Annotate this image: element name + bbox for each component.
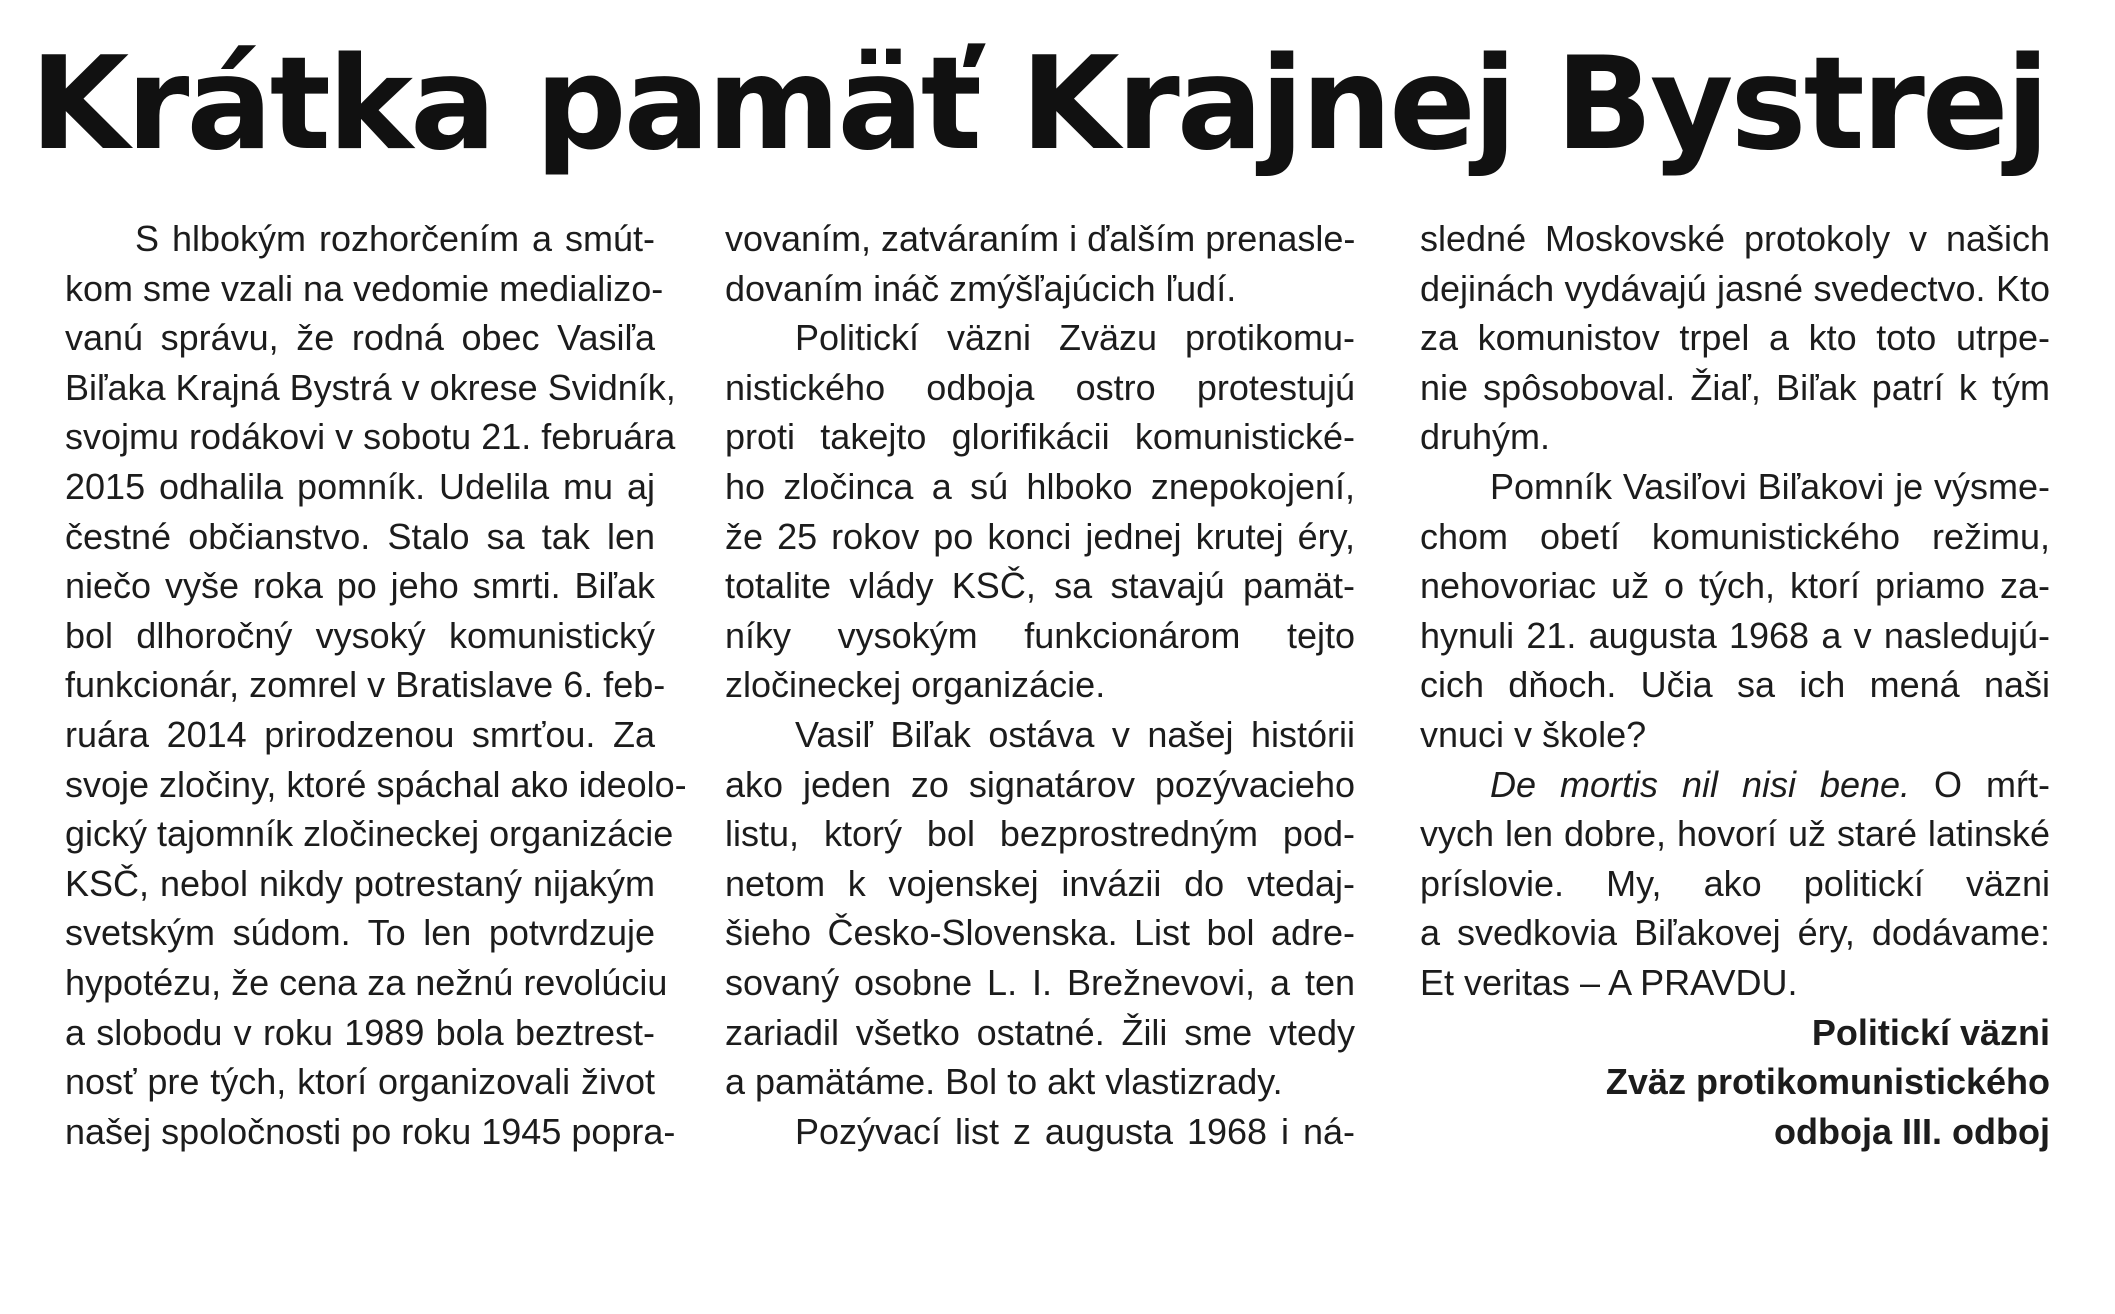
paragraph-line: svoje zločiny, ktoré spáchal ako ideolo- [65, 763, 687, 805]
paragraph-line: kom sme vzali na vedomie medializo- [65, 267, 664, 309]
paragraph-line: niečo vyše roka po jeho smrti. Biľak [65, 565, 655, 607]
paragraph-line: gický tajomník zločineckej organizácie [65, 813, 674, 855]
paragraph-line: príslovie. My, ako politickí väzni [1420, 862, 2050, 904]
paragraph-line: nosť pre tých, ktorí organizovali život [65, 1061, 655, 1103]
paragraph-line: Pozývací list z augusta 1968 i ná- [795, 1110, 1355, 1152]
paragraph-line: svetským súdom. To len potvrdzuje [65, 912, 655, 954]
paragraph-line: Et veritas – A PRAVDU. [1420, 961, 1798, 1003]
signature-line: Politickí väzni [1811, 1011, 2050, 1053]
article-headline: Krátka pamäť Krajnej Bystrej [30, 30, 2047, 179]
paragraph-line: Politickí väzni Zväzu protikomu- [795, 317, 1355, 359]
paragraph-line: a pamätáme. Bol to akt vlastizrady. [725, 1061, 1283, 1103]
paragraph-line: 2015 odhalila pomník. Udelila mu aj [65, 465, 655, 507]
paragraph-line: nistického odboja ostro protestujú [725, 366, 1355, 408]
signature-line: Zväz protikomunistického [1605, 1061, 2050, 1103]
paragraph-line: vych len dobre, hovorí už staré latinské [1420, 813, 2050, 855]
paragraph-line: že 25 rokov po konci jednej krutej éry, [725, 515, 1355, 557]
paragraph-line: ruára 2014 prirodzenou smrťou. Za [65, 713, 655, 755]
paragraph-line: zariadil všetko ostatné. Žili sme vtedy [725, 1011, 1355, 1053]
paragraph-line: ho zločinca a sú hlboko znepokojení, [725, 465, 1355, 507]
paragraph-line: dejinách vydávajú jasné svedectvo. Kto [1420, 267, 2050, 309]
paragraph-line: KSČ, nebol nikdy potrestaný nijakým [65, 862, 655, 904]
paragraph-line: S hlbokým rozhorčením a smút- [135, 218, 655, 259]
paragraph-line: čestné občianstvo. Stalo sa tak len [65, 515, 655, 557]
paragraph-line: bol dlhoročný vysoký komunistický [65, 614, 655, 656]
paragraph-line: svojmu rodákovi v sobotu 21. februára [65, 416, 676, 458]
signature-line: odboja III. odboj [1774, 1110, 2050, 1152]
paragraph-line: vanú správu, že rodná obec Vasiľa [65, 317, 655, 359]
paragraph-line: šieho Česko-Slovenska. List bol adre- [725, 912, 1355, 954]
latin-quote: De mortis nil nisi bene. [1490, 763, 1911, 805]
paragraph-line: Pomník Vasiľovi Biľakovi je výsme- [1490, 465, 2050, 507]
paragraph-line: funkcionár, zomrel v Bratislave 6. feb- [65, 664, 666, 706]
paragraph-line: hypotézu, že cena za nežnú revolúciu [65, 961, 668, 1003]
text-column-3 [1420, 214, 2050, 1156]
paragraph-line: níky vysokým funkcionárom tejto [725, 614, 1355, 656]
text-column-2 [725, 214, 1355, 1156]
paragraph-line: sledné Moskovské protokoly v našich [1420, 218, 2050, 259]
paragraph-line: totalite vlády KSČ, sa stavajú pamät- [725, 565, 1355, 607]
paragraph-line: hynuli 21. augusta 1968 a v nasledujú- [1420, 614, 2050, 656]
paragraph-line: druhým. [1420, 416, 1551, 458]
paragraph-line: chom obetí komunistického režimu, [1420, 515, 2050, 557]
paragraph-line: za komunistov trpel a kto toto utrpe- [1420, 317, 2050, 359]
paragraph-line: vovaním, zatváraním i ďalším prenasle- [725, 218, 1356, 259]
paragraph-line: nehovoriac už o tých, ktorí priamo za- [1420, 565, 2050, 607]
paragraph-line: ako jeden zo signatárov pozývacieho [725, 763, 1355, 805]
paragraph-line: zločineckej organizácie. [725, 664, 1106, 706]
paragraph-line: sovaný osobne L. I. Brežnevovi, a ten [725, 961, 1355, 1003]
paragraph-line: dovaním ináč zmýšľajúcich ľudí. [725, 267, 1237, 309]
paragraph-line: proti takejto glorifikácii komunistické- [725, 416, 1355, 458]
text-column-1 [65, 214, 687, 1156]
paragraph-line: a svedkovia Biľakovej éry, dodávame: [1420, 912, 2050, 954]
paragraph-line: a slobodu v roku 1989 bola beztrest- [65, 1011, 655, 1053]
paragraph-line: vnuci v škole? [1420, 713, 1647, 755]
paragraph-line: Biľaka Krajná Bystrá v okrese Svidník, [65, 366, 676, 408]
paragraph-line: našej spoločnosti po roku 1945 popra- [65, 1110, 676, 1152]
paragraph-line: cich dňoch. Učia sa ich mená naši [1420, 664, 2050, 706]
paragraph-line: listu, ktorý bol bezprostredným pod- [725, 813, 1355, 855]
latin-quote-continuation: O mŕt- [1910, 763, 2050, 805]
paragraph-line: netom k vojenskej invázii do vtedaj- [725, 862, 1355, 904]
paragraph-line: Vasiľ Biľak ostáva v našej histórii [795, 713, 1355, 755]
paragraph-line: nie spôsoboval. Žiaľ, Biľak patrí k tým [1420, 366, 2050, 408]
latin-quote-line [1420, 760, 2050, 810]
